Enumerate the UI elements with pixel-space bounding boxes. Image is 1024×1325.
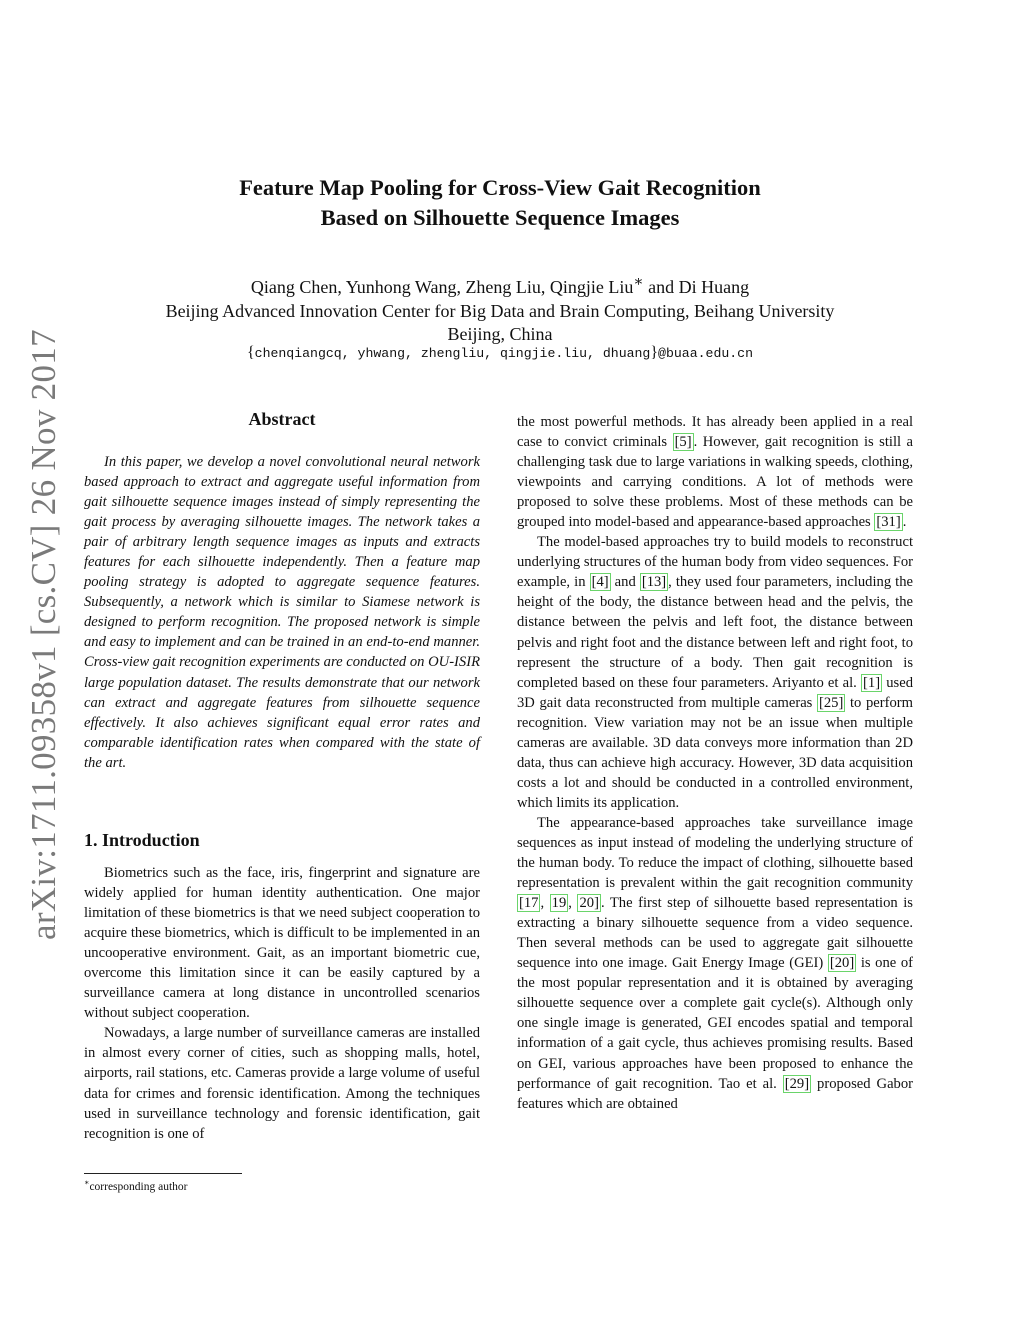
text-run: . bbox=[902, 514, 907, 531]
text-run: The appearance-based approaches take surveillance image sequences as input instead of modeling the underlying structure of the human body. To reduce the impact of clothing, silhouette based representation is prevalent within the gait recognition community bbox=[517, 814, 913, 892]
abstract-text: In this paper, we develop a novel convolutional neural network based approach to extract and aggregate useful information from gait silhouette sequence images instead of simply representing the gait process by averaging silhouette images. The network takes a pair of arbitrary length sequence images as inputs and extracts features for each silhouette independently. Then a feature map pooling strategy is adopted to aggregate sequence features. Subsequently, a network which is similar to Siamese network is designed to perform recognition. The proposed network is simple and easy to implement and can be trained in an end-to-end manner. Cross-view gait recognition experiments are conducted on OU-ISIR large population dataset. The results demonstrate that our network can extract and aggregate features from silhouette sequence effectively. It also achieves significant equal error rates and comparable identification rates when compared with the state of the art. bbox=[84, 454, 480, 771]
location: Beijing, China bbox=[447, 324, 553, 344]
citation-link[interactable]: [17 bbox=[519, 895, 539, 912]
affiliation: Beijing Advanced Innovation Center for Big Data and Brain Computing, Beihang University bbox=[165, 300, 835, 321]
arxiv-side-stamp: arXiv:1711.09358v1 [cs.CV] 26 Nov 2017 bbox=[24, 329, 63, 940]
section-heading-introduction: 1. Introduction bbox=[84, 830, 200, 850]
citation-link[interactable]: 20] bbox=[579, 895, 599, 912]
author-names bbox=[0, 271, 1000, 300]
right-paragraph-3 bbox=[517, 813, 913, 1114]
text-run: proposed Gabor features which are obtained bbox=[517, 1075, 913, 1112]
citation-link[interactable]: 19 bbox=[551, 895, 567, 912]
intro-paragraph-1: Biometrics such as the face, iris, fingerprint and signature are widely applied for human identity authentication. One major limitation of these biometrics is that we need subject cooperation to acquire these biometrics, which is difficult to be implemented in an uncooperative environment. Gait, as an important biometric cue, overcome this limitation since it can be easily captured by a surveillance camera at long distance in uncontrolled scenarios without subject cooperation. bbox=[84, 865, 480, 1022]
author-block bbox=[0, 271, 1000, 347]
email-domain: @buaa.edu.cn bbox=[658, 346, 754, 361]
citation-link[interactable]: [25] bbox=[819, 694, 844, 711]
text-run: . However, gait recognition is still a challenging task due to large variations in walking speeds, clothing, viewpoints and carrying conditions. A lot of methods were proposed to solve these problems. Most of these methods can be grouped into model-based and appearance-based approaches bbox=[517, 434, 913, 531]
author-list: Qiang Chen, Yunhong Wang, Zheng Liu, Qingjie Liu bbox=[250, 277, 634, 297]
paper-title bbox=[0, 173, 1000, 233]
corresponding-star: ∗ bbox=[633, 274, 644, 290]
footnote bbox=[84, 1178, 187, 1193]
email-line bbox=[0, 344, 1000, 362]
right-paragraph-2 bbox=[517, 532, 913, 813]
text-run: . The first step of silhouette based representation is extracting a binary silhouette sequence from a video sequence. Then several methods can be used to aggregate gait silhouette sequence into one image. Gait Energy Image (GEI) bbox=[517, 895, 913, 972]
citation-link[interactable]: [20] bbox=[829, 955, 855, 972]
text-run: and bbox=[610, 574, 640, 591]
citation-link[interactable]: [1] bbox=[863, 674, 881, 691]
text-run: , they used four parameters, including the height of the body, the distance between head and the pelvis, the distance between the pelvis and left foot, the distance between pelvis and right foot and the distance between left and right foot, to represent the structure of a body. Then gait recognition is completed based on these four parameters. Ariyanto et al. bbox=[517, 574, 914, 691]
citation-link[interactable]: [31] bbox=[876, 514, 901, 531]
right-paragraph-1 bbox=[517, 412, 913, 532]
text-run: , bbox=[568, 895, 578, 912]
citation-link[interactable]: [13] bbox=[641, 574, 667, 591]
text-run: to perform recognition. View variation may not be an issue when multiple cameras are available. 3D data conveys more information than 2D data, thus can achieve high accuracy. However, 3D data acquisition costs a lot and should be conducted in a controlled environment, which limits its application. bbox=[517, 694, 914, 811]
email-brace-close: } bbox=[650, 344, 659, 361]
title-line-2: Based on Silhouette Sequence Images bbox=[320, 205, 680, 230]
intro-paragraph-2: Nowadays, a large number of surveillance cameras are installed in almost every corner of cities, such as shopping malls, hotel, airports, rail stations, etc. Cameras provide a large volume of useful data for crimes and forensic identification. Among the techniques used in surveillance technology and forensic identification, gait recognition is one of bbox=[84, 1025, 480, 1142]
footnote-mark: ∗ bbox=[84, 1178, 90, 1187]
text-run: the most powerful methods. It has already been applied in a real case to convict criminals bbox=[517, 414, 913, 451]
introduction-left-column bbox=[84, 863, 480, 1144]
text-run: is one of the most popular representation and it is obtained by averaging silhouette sequence over a complete gait cycle(s). Although only one single image is generated, GEI encodes spatial and temporal information of a gait cycle, thus achieves promising results. Based on GEI, various approaches have been proposed to enhance the performance of gait recognition. Tao et al. bbox=[517, 955, 913, 1092]
abstract-heading: Abstract bbox=[248, 409, 316, 429]
text-run: The model-based approaches try to build models to reconstruct underlying structures of the human body from video sequences. For example, in bbox=[517, 534, 913, 591]
title-line-1: Feature Map Pooling for Cross-View Gait Recognition bbox=[239, 175, 761, 200]
text-run: , bbox=[540, 895, 550, 912]
footnote-text: corresponding author bbox=[89, 1180, 188, 1193]
last-author: and Di Huang bbox=[643, 277, 750, 297]
email-brace-open: { bbox=[246, 344, 255, 361]
email-ids: chenqiangcq, yhwang, zhengliu, qingjie.liu, dhuang bbox=[254, 346, 651, 361]
footnote-rule bbox=[84, 1173, 242, 1174]
citation-link[interactable]: [4] bbox=[591, 574, 609, 591]
citation-link[interactable]: [5] bbox=[674, 434, 692, 451]
right-column bbox=[517, 412, 913, 1114]
citation-link[interactable]: [29] bbox=[784, 1075, 810, 1092]
text-run: used 3D gait data reconstructed from multiple cameras bbox=[517, 674, 913, 711]
